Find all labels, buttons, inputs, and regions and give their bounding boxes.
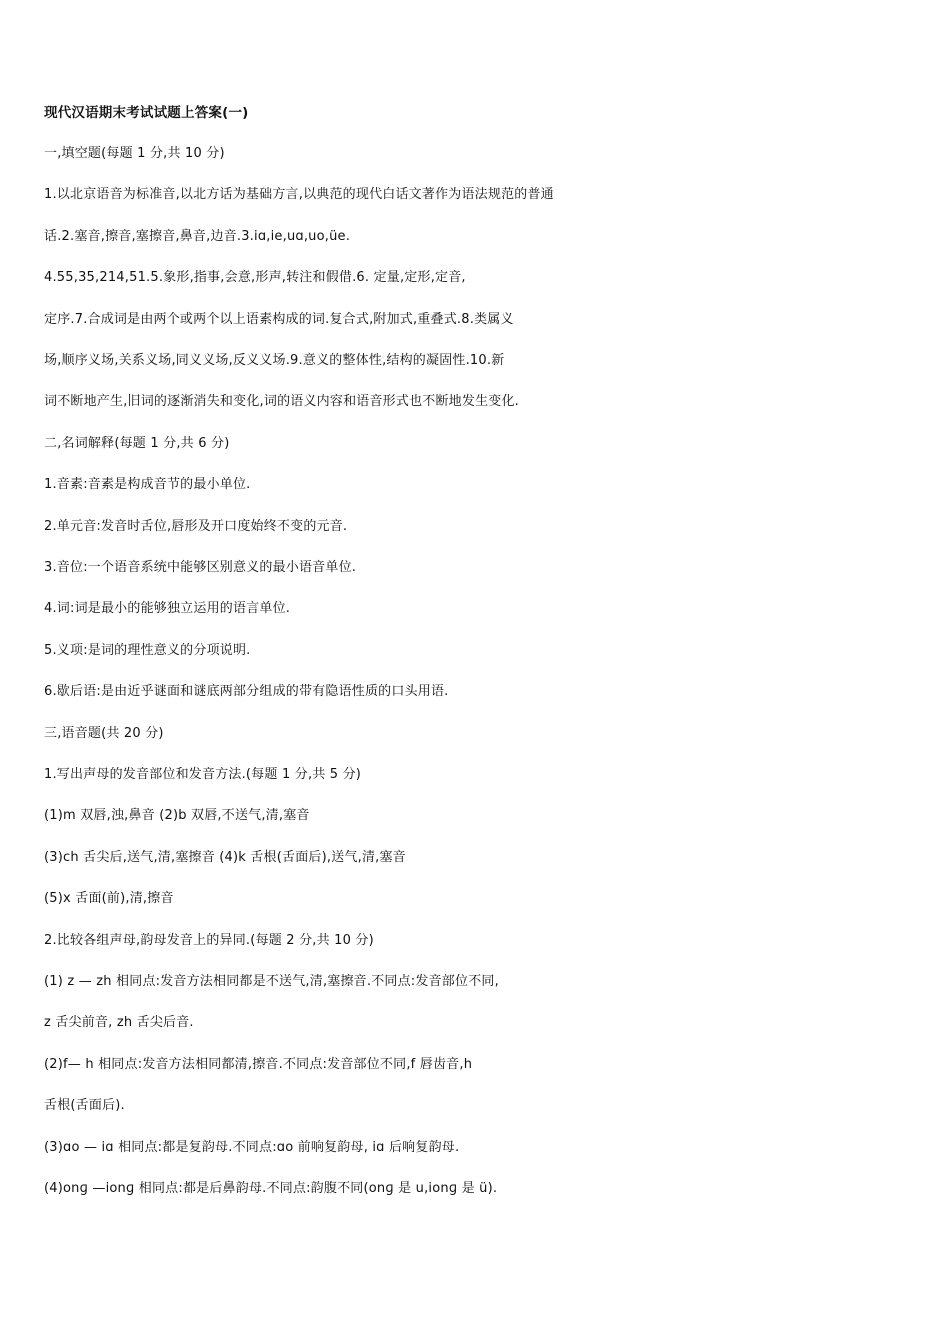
text-line: 词不断地产生,旧词的逐渐消失和变化,词的语义内容和语音形式也不断地发生变化.	[44, 394, 519, 410]
text-line: 3.音位:一个语音系统中能够区别意义的最小语音单位.	[44, 560, 357, 575]
text-line: 1.音素:音素是构成音节的最小单位.	[44, 477, 251, 493]
text-line: (3)ch 舌尖后,送气,清,塞擦音 (4)k 舌根(舌面后),送气,清,塞音	[44, 849, 406, 865]
text-line: 三,语音题(共 20 分)	[44, 725, 164, 741]
text-line: 场,顺序义场,关系义场,同义义场,反义义场.9.意义的整体性,结构的凝固性.10.新	[44, 353, 505, 368]
text-line: 4.词:词是最小的能够独立运用的语言单位.	[44, 601, 291, 617]
text-line: 2.单元音:发音时舌位,唇形及开口度始终不变的元音.	[44, 518, 348, 534]
text-line: 6.歇后语:是由近乎谜面和谜底两部分组成的带有隐语性质的口头用语.	[44, 684, 449, 700]
text-line: 4.55,35,214,51.5.象形,指事,会意,形声,转注和假借.6. 定量,定形,定音,	[44, 270, 466, 286]
text-line: 5.义项:是词的理性意义的分项说明.	[44, 642, 251, 658]
text-line: (1)m 双唇,浊,鼻音 (2)b 双唇,不送气,清,塞音	[44, 808, 310, 824]
text-line: z 舌尖前音, zh 舌尖后音.	[44, 1015, 194, 1031]
text-line: (2)f— h 相同点:发音方法相同都清,擦音.不同点:发音部位不同,f 唇齿音,h	[44, 1056, 473, 1072]
text-line: (1) z — zh 相同点:发音方法相同都是不送气,清,塞擦音.不同点:发音部位不同,	[44, 974, 499, 989]
text-line: 舌根(舌面后).	[44, 1098, 125, 1114]
document-title: 现代汉语期末考试试题上答案(一)	[44, 105, 249, 121]
text-line: (4)onɡ —ionɡ 相同点:都是后鼻韵母.不同点:韵腹不同(onɡ 是 u,ionɡ 是 ü).	[44, 1181, 498, 1196]
text-line: 定序.7.合成词是由两个或两个以上语素构成的词.复合式,附加式,重叠式.8.类属义	[44, 311, 514, 327]
text-line: 2.比较各组声母,韵母发音上的异同.(每题 2 分,共 10 分)	[44, 932, 374, 948]
text-line: (5)x 舌面(前),清,擦音	[44, 891, 174, 907]
text-line: 二,名词解释(每题 1 分,共 6 分)	[44, 435, 230, 451]
text-line: 话.2.塞音,擦音,塞擦音,鼻音,边音.3.iɑ,ie,uɑ,uo,üe.	[44, 228, 351, 244]
text-line: 1.写出声母的发音部位和发音方法.(每题 1 分,共 5 分)	[44, 767, 362, 782]
text-line: (3)ɑo — iɑ 相同点:都是复韵母.不同点:ɑo 前响复韵母, iɑ 后响复韵母.	[44, 1139, 460, 1155]
text-line: 一,填空题(每题 1 分,共 10 分)	[44, 146, 225, 161]
text-line: 1.以北京语音为标准音,以北方话为基础方言,以典范的现代白话文著作为语法规范的普通	[44, 187, 554, 203]
